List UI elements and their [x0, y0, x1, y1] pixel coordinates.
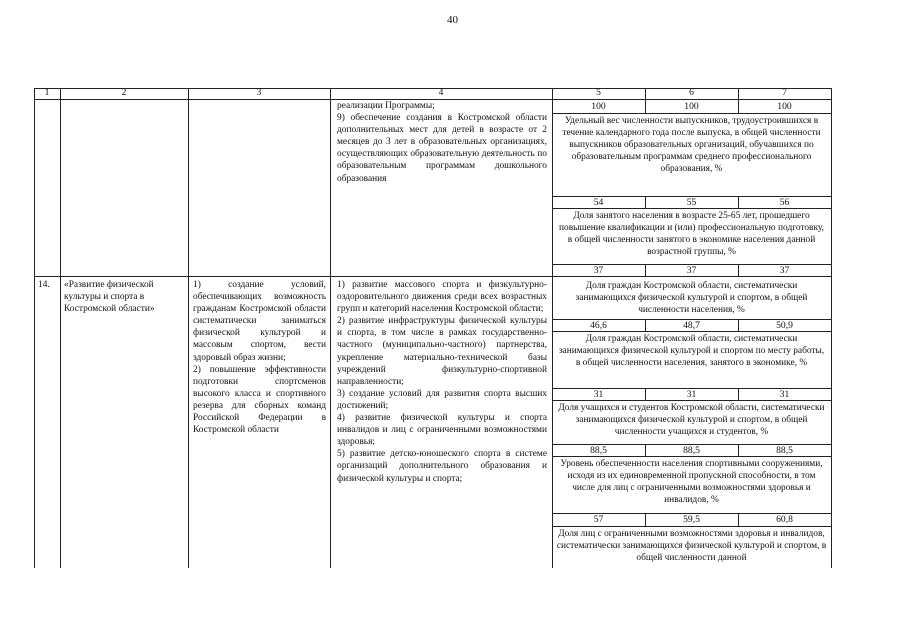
task-item: 2) развитие инфраструктуры физической культуры и спорта, в том числе в рамках государственно-частного (муниципально-частного) партнерства, укрепление материально-технической базы учреждений физкультурно-спортивной направленности; [337, 316, 547, 387]
indicator-value-y2: 88,5 [683, 445, 700, 456]
indicator-value-y2: 55 [686, 197, 697, 208]
indicator-value-y3: 37 [779, 265, 790, 276]
indicator-description: Доля учащихся и студентов Костромской области, систематически занимающихся физической культурой и спортом, в общей численности учащихся и студентов, % [558, 403, 825, 438]
task-text [337, 100, 547, 185]
indicator-value-y1: 46,6 [590, 320, 607, 331]
goal-item: 2) повышение эффективности подготовки спортсменов высокого класса и спортивного резерва для сборных команд Российской Федерации в Костромской области [193, 364, 326, 436]
goal-item: 1) создание условий, обеспечивающих возможность гражданам Костромской области систематически заниматься физической культурой и массовым спортом, вести здоровый образ жизни; [193, 280, 326, 363]
indicator-value-y3: 56 [779, 197, 790, 208]
indicator-value-y1: 57 [593, 514, 604, 525]
page-number: 40 [447, 14, 458, 26]
indicator-value-y1: 88,5 [590, 445, 607, 456]
program-goals [193, 279, 326, 436]
program-name: «Развитие физической культуры и спорта в Костромской области» [64, 280, 155, 315]
indicator-value-y3: 50,9 [776, 320, 793, 331]
indicator-value-y2: 48,7 [683, 320, 700, 331]
indicator-value-y2: 100 [684, 101, 699, 112]
header-col-5: 5 [596, 88, 601, 98]
indicator-description: Доля лиц с ограниченными возможностями здоровья и инвалидов, систематически занимающихся физической культурой и спортом, в общей численности данной [556, 529, 827, 564]
indicator-description: Уровень обеспеченности населения спортивными сооружениями, исходя из их единовременной пропускной способности, в том числе для лиц с ограниченными возможностями здоровья и инвалидов, % [560, 459, 823, 506]
indicator-value-y1: 100 [591, 101, 606, 112]
indicator-description: Удельный вес численности выпускников, трудоустроившихся в течение календарного года после выпуска, в общей численности выпускников образовательных организаций, обучавшихся по образовательным программам среднего профессионального образования, % [562, 116, 821, 175]
indicator-value-y3: 31 [779, 389, 790, 400]
header-col-1: 1 [44, 88, 50, 98]
task-item: 3) создание условий для развития спорта высших достижений; [337, 388, 547, 411]
indicator-value-y3: 60,8 [776, 514, 793, 525]
indicator-value-y2: 31 [686, 389, 697, 400]
indicator-value-y1: 54 [593, 197, 604, 208]
indicator-value-y3: 88,5 [776, 445, 793, 456]
header-col-2: 2 [121, 88, 127, 98]
indicator-description: Доля граждан Костромской области, систематически занимающихся физической культурой и спортом, в общей численности населения, % [575, 281, 808, 316]
header-col-3: 3 [256, 88, 262, 98]
indicator-value-y1: 31 [593, 389, 604, 400]
task-item: 1) развитие массового спорта и физкультурно-оздоровительного движения среди всех возрастных групп и категорий населения Костромской области; [337, 280, 547, 315]
header-col-4: 4 [438, 88, 444, 98]
task-item: реализации Программы; [337, 101, 435, 111]
indicator-value-y2: 37 [686, 265, 697, 276]
task-item: 9) обеспечение создания в Костромской области дополнительных мест для детей в возрасте от 2 месяцев до 3 лет в образовательных организациях, осуществляющих образовательную деятельность по образовательным программам дошкольного образования [337, 113, 547, 184]
header-col-6: 6 [689, 88, 694, 98]
task-item: 4) развитие физической культуры и спорта инвалидов и лиц с ограниченными возможностями здоровья; [337, 413, 547, 448]
program-tasks [337, 279, 547, 485]
indicator-description: Доля занятого населения в возрасте 25-65 лет, прошедшего повышение квалификации и (или) профессиональную подготовку, в общей численности занятого в экономике населения данной возрастной группы, % [558, 211, 824, 258]
indicator-description: Доля граждан Костромской области, систематически занимающихся физической культурой и спортом по месту работы, в общей численности населения, занятого в экономике, % [558, 334, 825, 369]
task-item: 5) развитие детско-юношеского спорта в системе организаций дополнительного образования и физической культуры и спорта; [337, 449, 547, 484]
header-col-7: 7 [782, 88, 787, 98]
indicator-value-y3: 100 [777, 101, 792, 112]
row-number: 14. [38, 280, 50, 290]
indicator-value-y2: 59,5 [683, 514, 700, 525]
indicator-value-y1: 37 [593, 265, 604, 276]
